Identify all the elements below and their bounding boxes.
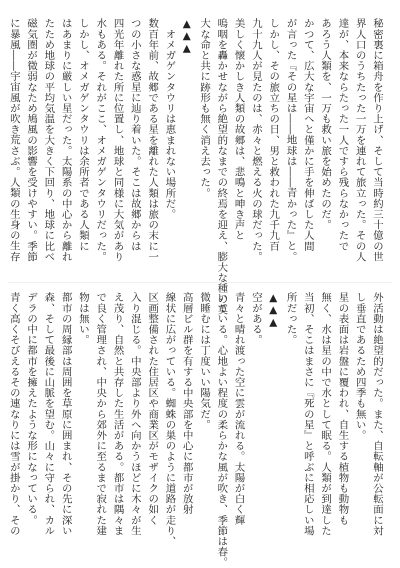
text-line: 外活動は絶望的だった。また、自転軸が公転面に対 (371, 292, 383, 536)
text-line: かつて、広大な宇宙へと僅かに手を伸ばした人間 (301, 18, 314, 252)
text-line: しかし、その旅立ちの日、男と救われた九千九百 (267, 18, 280, 252)
text-line: 微睡むには丁度いい陽気だ。 (198, 292, 211, 430)
text-line: 美しく懐かしき人類の故郷は、悲鳴と呻き声と (232, 18, 245, 241)
text-line: 森、そして最後に山脈を望む。山々に守られ、カル (42, 292, 55, 536)
text-line: つの小さな惑星に辿り着いた。そこは故郷からは (128, 18, 141, 252)
lower-tier-text-column (7, 292, 385, 568)
text-line: 大な命と共に跡形も無く消え去った。 (198, 18, 211, 199)
text-line: 水もある。それがここ、オメガゲンタウリだった。 (94, 18, 107, 262)
text-line: え茂り、自然と共存した生活がある。都市は隅々ま (111, 292, 124, 536)
text-line: しかし、オメガゲンタウリは余所者である人類に (76, 18, 89, 252)
text-line: 青く高くそびえるその連なりには雪が掛かり、その (7, 292, 20, 536)
text-line: 四光年離れた所に位置し、地球と同様に大気があり (111, 18, 124, 262)
text-line: あろう人類を、一万も救い旅を始めたのだ。 (319, 18, 332, 230)
text-line: で良く管理され、中央から郊外に至るまで寂れた建 (94, 292, 107, 536)
upper-tier-text-column (7, 18, 385, 315)
text-line: し垂直であるため四季も無い。 (353, 292, 366, 441)
text-line: 九十九人が見たのは、赤々と燃える火の球だった。 (249, 18, 262, 262)
text-line: 都市の周縁部は周囲を草原に囲まれ、その先に深い (59, 292, 72, 536)
text-line: 高層ビル群を有する中央部を中心に都市が放射 (180, 292, 193, 515)
text-line: はあまりに厳しい星だった。太陽系の中心から離れ (59, 18, 72, 262)
text-line: 青々と晴れ渡った空に雲が流れる。太陽が白く輝 (232, 292, 245, 526)
text-line: 嗚咽を轟かせながら絶望的なまでの終焉を迎え、膨大な種の莫 (215, 18, 228, 315)
text-line: に暴風――宇宙風が吹き荒さぶ。人類の生身の生存 (7, 18, 20, 262)
section-separator: ▲▲▲ (180, 18, 193, 55)
text-line: が言った『その星は――地球は――青かった』と。 (284, 18, 297, 262)
text-line: たため地球の平均気温を大きく下回り、地球に比べ (42, 18, 55, 262)
text-line: 入り混じる。中央部より外へ向かうほどに木々が生 (128, 292, 141, 536)
text-line: 達が、本来ならたった一人ですら残らなかったで (336, 18, 349, 252)
text-line: 当初、そこはまさに『死の星』と呼ぶに相応しい場 (301, 292, 314, 536)
text-line: 磁気圏が微弱なため鳩風の影響を受けやすい。季節 (25, 18, 38, 262)
text-line: 秘密裏に箱舟を作り上げ、そして当時約三十億の世 (371, 18, 383, 262)
text-line: 星の表面は岩盤に覆われ、自生する植物も動物も (336, 292, 349, 526)
section-separator: ▲▲▲ (267, 292, 280, 329)
text-line: 所だった。 (284, 292, 297, 345)
text-line: いている。心地よい程度の柔らかな風が吹き、季節は春。 (215, 292, 228, 568)
text-line: 物は無い。 (76, 292, 89, 345)
text-line: 空がある。 (249, 292, 262, 345)
text-line: 区画整備された住居区や商業区がモザイクの如く (146, 292, 159, 526)
text-line: 無く、水は星の中で水として眠る。人類が到達した (319, 292, 332, 536)
text-line: 線状に広がっている。蜘蛛の巣のように道路が走り、 (163, 292, 176, 547)
text-line: 界人口のうちたった一万を連れて旅立った。その人 (353, 18, 366, 262)
text-line: デラの中に都市を擁えたような形になっている。 (25, 292, 38, 526)
tier-divider (8, 282, 392, 283)
text-line: オメガゲンタウリは恵まれない場所だ。 (163, 18, 176, 220)
text-line: 数百年前、故郷である星を離れた人類は旅の末に一 (146, 18, 159, 262)
